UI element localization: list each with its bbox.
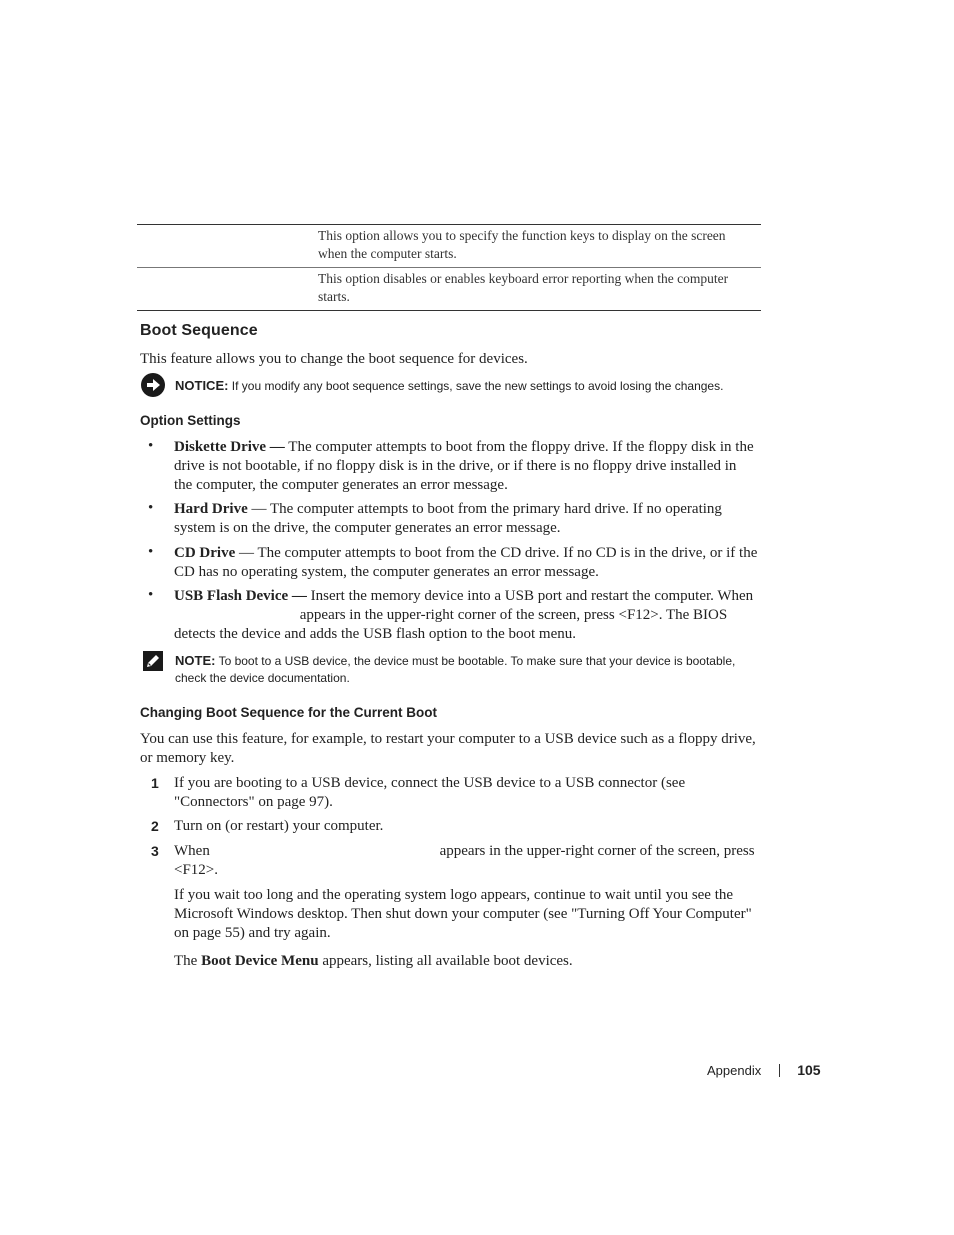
item-text: appears in the upper-right corner of the screen, press <F12>. The BIOS detects the device and adds the USB flash option to the boot menu. — [174, 607, 728, 642]
footer-divider — [779, 1064, 780, 1077]
step-number: 2 — [151, 818, 159, 834]
pencil-note-icon — [143, 651, 163, 671]
step-text-after: appears in the upper-right corner of the screen, press <F12>. — [174, 843, 755, 878]
note-callout — [175, 652, 760, 687]
list-item — [174, 544, 758, 582]
page-footer — [707, 1062, 827, 1078]
notice-label: NOTICE: — [175, 378, 229, 393]
wait-paragraph: If you wait too long and the operating system logo appears, continue to wait until you see the Microsoft Windows desktop. Then shut down your computer (see "Turning Off Your Computer" on page 55) and try again. — [174, 887, 752, 941]
bullet-icon: • — [148, 500, 154, 516]
bullet-icon: • — [148, 544, 154, 560]
item-text: — The computer attempts to boot from the CD drive. If no CD is in the drive, or if the CD has no operating system, the computer generates an error message. — [174, 545, 758, 580]
list-item — [174, 587, 758, 644]
table-cell-label — [137, 225, 318, 267]
step-number: 1 — [151, 775, 159, 791]
note-label: NOTE: — [175, 653, 216, 668]
step-text-before: When — [174, 843, 210, 859]
menu-paragraph — [174, 952, 758, 971]
subsection-title: Changing Boot Sequence for the Current Boot — [140, 705, 437, 720]
step-text: Turn on (or restart) your computer. — [174, 818, 384, 834]
notice-callout — [175, 377, 765, 395]
options-table — [137, 224, 761, 311]
notice-text: If you modify any boot sequence settings, save the new settings to avoid losing the changes. — [231, 379, 724, 393]
item-term: Hard Drive — [174, 501, 248, 517]
note-text: To boot to a USB device, the device must be bootable. To make sure that your device is bootable, check the device documentation. — [175, 654, 736, 685]
table-cell-description: This option allows you to specify the function keys to display on the screen when the computer starts. — [318, 228, 726, 261]
menu-suffix: appears, listing all available boot devices. — [322, 953, 573, 969]
section-intro: This feature allows you to change the boot sequence for devices. — [140, 351, 528, 367]
item-text: — The computer attempts to boot from the primary hard drive. If no operating system is on the drive, the computer generates an error message. — [174, 501, 722, 536]
subsection-title: Option Settings — [140, 413, 241, 428]
menu-name: Boot Device Menu — [201, 953, 319, 969]
table-cell-description: This option disables or enables keyboard error reporting when the computer starts. — [318, 271, 729, 304]
item-term: Diskette Drive — — [174, 439, 285, 455]
table-row — [137, 267, 761, 310]
bullet-icon: • — [148, 438, 154, 454]
item-term: USB Flash Device — — [174, 588, 307, 604]
item-text: Insert the memory device into a USB port and restart the computer. When — [310, 588, 754, 604]
step-text — [174, 842, 758, 880]
notice-icon — [140, 372, 166, 398]
list-item — [174, 438, 758, 495]
current-boot-intro: You can use this feature, for example, to restart your computer to a USB device such as a floppy drive, or memory key. — [140, 731, 756, 766]
list-item — [174, 500, 758, 538]
footer-section: Appendix — [707, 1063, 762, 1078]
section-title: Boot Sequence — [140, 322, 258, 339]
item-term: CD Drive — [174, 545, 236, 561]
item-text: The computer attempts to boot from the floppy drive. If the floppy disk in the drive is not bootable, if no floppy disk is in the drive, or if there is no floppy drive installed in the computer, the computer generates an error message. — [174, 439, 754, 493]
menu-prefix: The — [174, 953, 198, 969]
step-number: 3 — [151, 843, 159, 859]
page-number: 105 — [797, 1062, 821, 1078]
bullet-icon: • — [148, 587, 154, 603]
table-row — [137, 225, 761, 267]
table-cell-label — [137, 268, 318, 310]
step-text: If you are booting to a USB device, connect the USB device to a USB connector (see "Connectors" on page 97). — [174, 775, 686, 810]
